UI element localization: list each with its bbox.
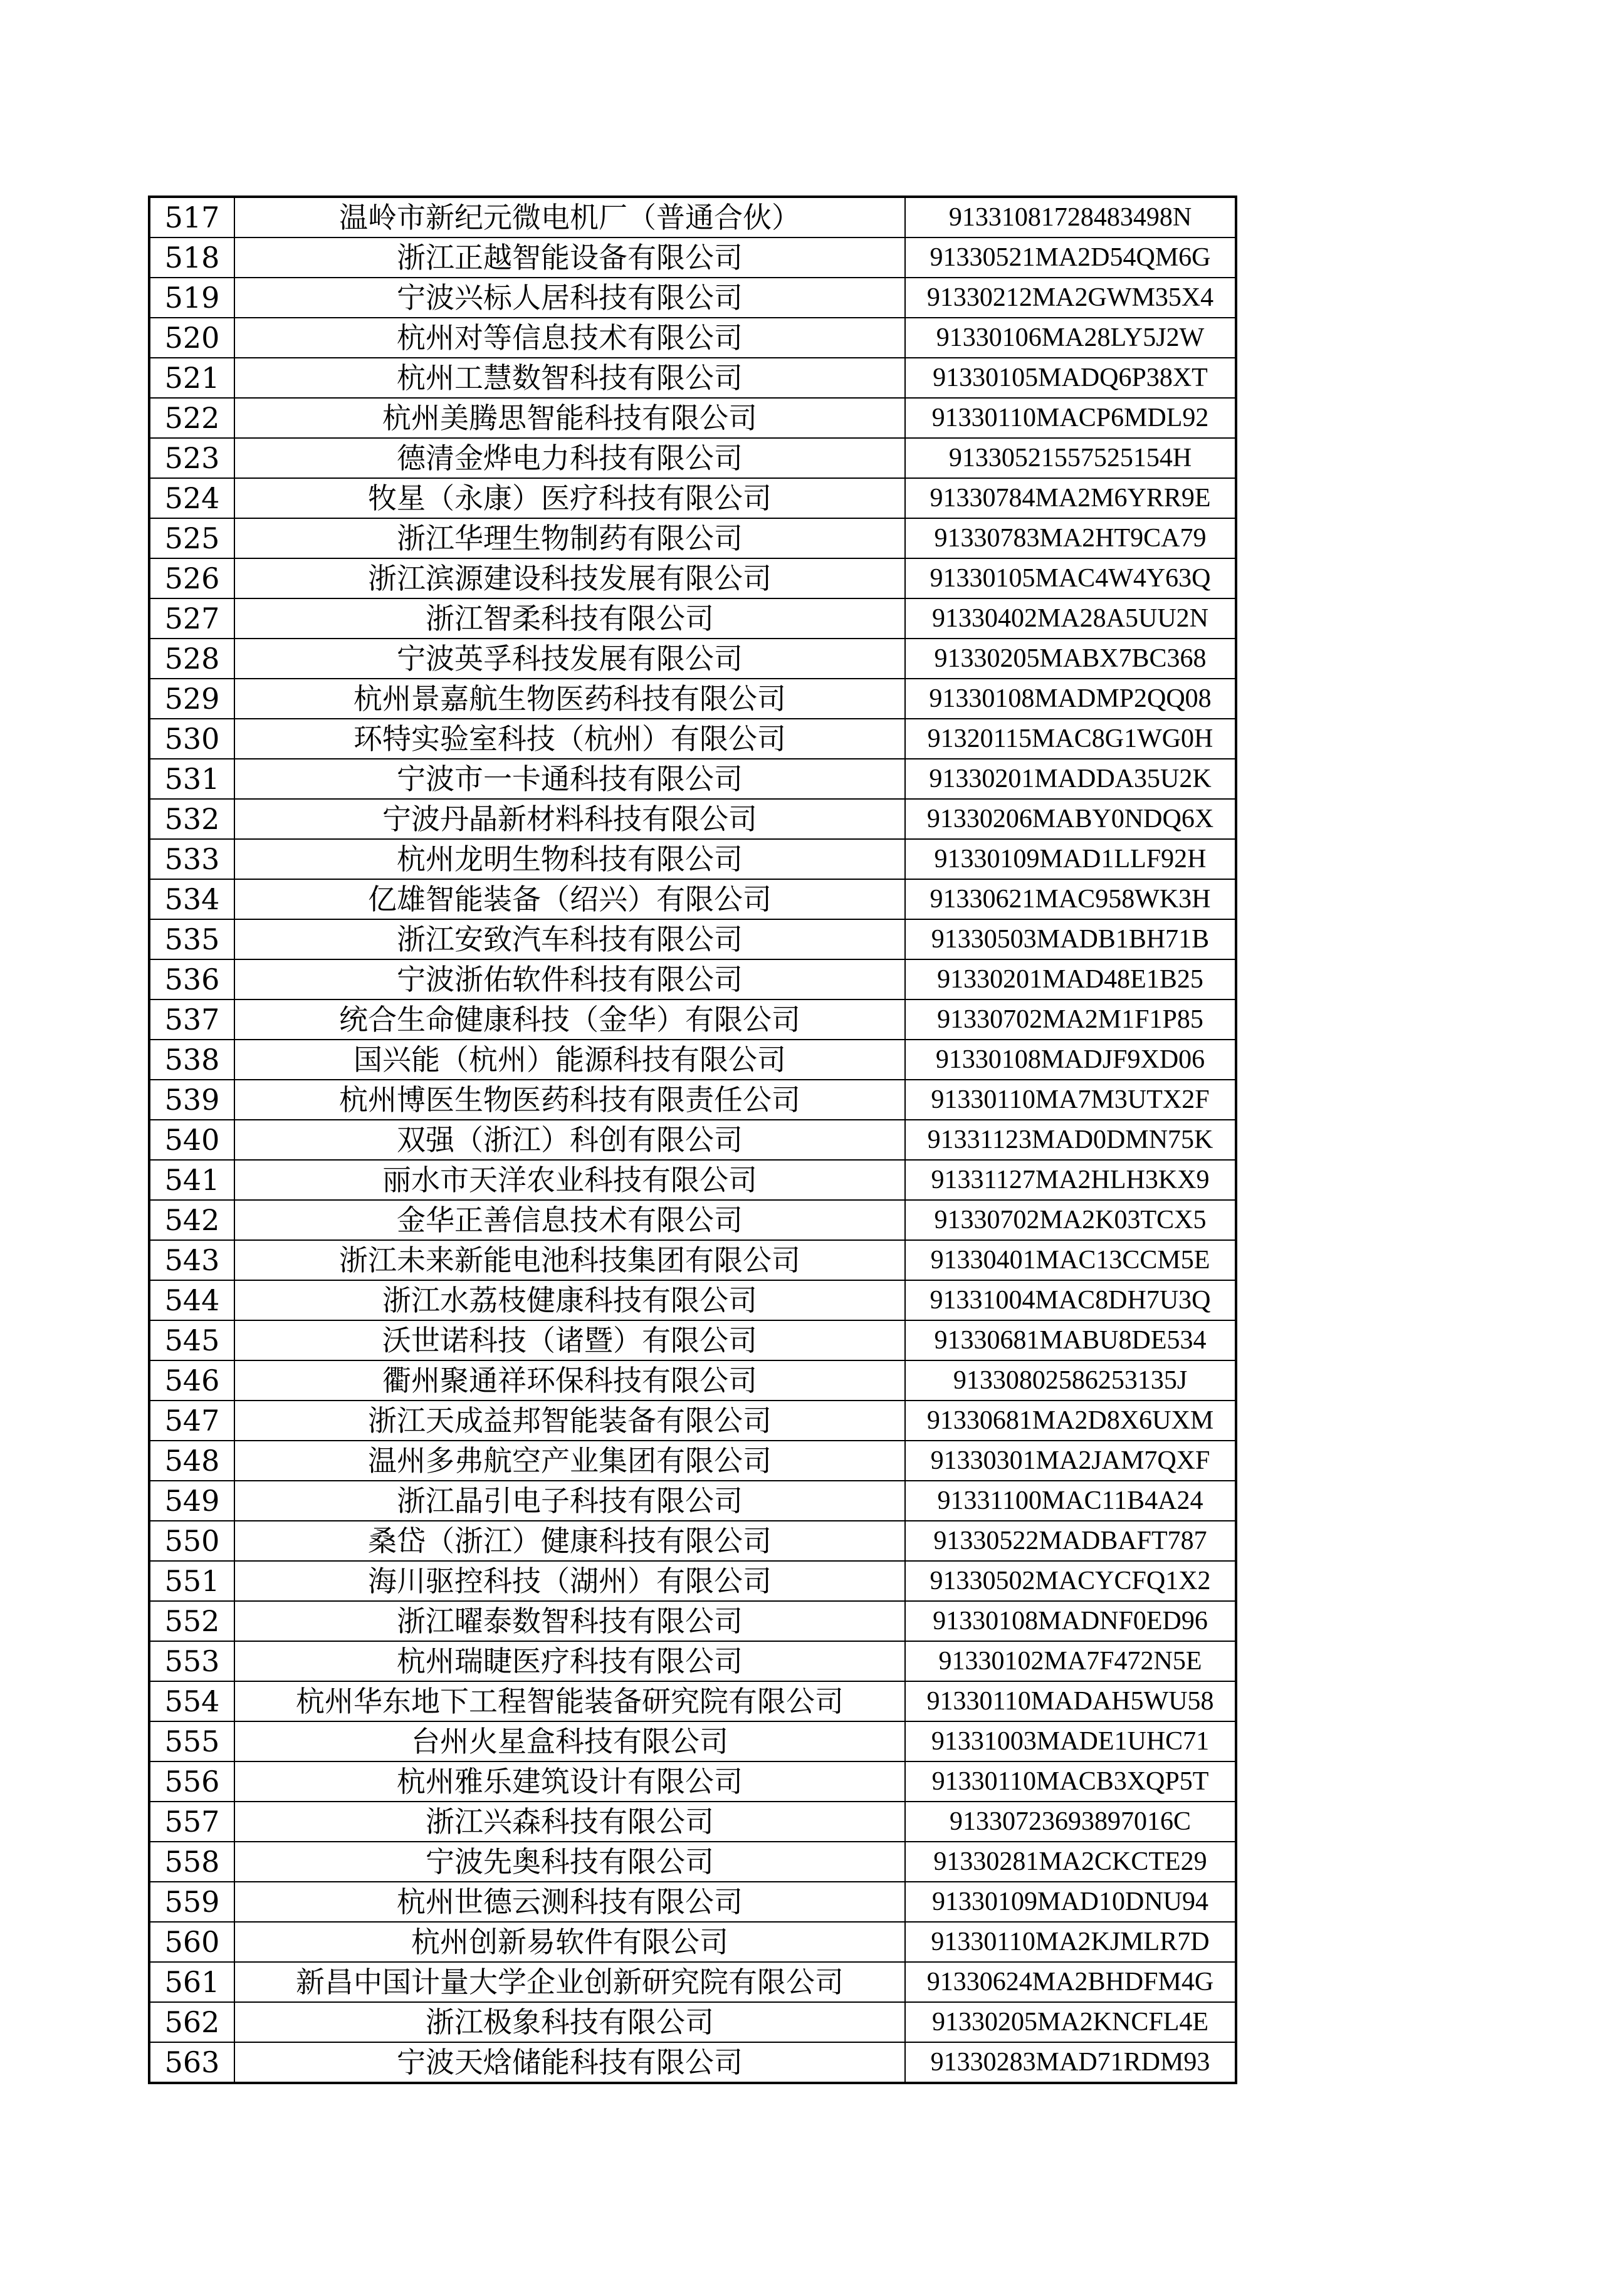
- table-row: [149, 1521, 1236, 1561]
- company-name: 温岭市新纪元微电机厂（普通合伙）: [234, 197, 905, 237]
- credit-code: 91330802586253135J: [905, 1360, 1236, 1401]
- company-name: 浙江水荔枝健康科技有限公司: [234, 1280, 905, 1320]
- table-row: [149, 278, 1236, 318]
- row-number: 545: [149, 1320, 234, 1360]
- row-number: 557: [149, 1802, 234, 1842]
- row-number: 546: [149, 1360, 234, 1401]
- company-name: 浙江极象科技有限公司: [234, 2002, 905, 2042]
- credit-code: 91330402MA28A5UU2N: [905, 598, 1236, 639]
- table-row: [149, 1761, 1236, 1802]
- company-name: 浙江天成益邦智能装备有限公司: [234, 1401, 905, 1441]
- credit-code: 91330723693897016C: [905, 1802, 1236, 1842]
- table-row: [149, 2042, 1236, 2083]
- row-number: 521: [149, 358, 234, 398]
- company-name: 宁波先奥科技有限公司: [234, 1842, 905, 1882]
- row-number: 526: [149, 558, 234, 598]
- credit-code: 91330283MAD71RDM93: [905, 2042, 1236, 2083]
- row-number: 549: [149, 1481, 234, 1521]
- credit-code: 91330502MACYCFQ1X2: [905, 1561, 1236, 1601]
- table-row: [149, 1641, 1236, 1681]
- table-row: [149, 197, 1236, 237]
- row-number: 541: [149, 1160, 234, 1200]
- table-body: [149, 197, 1236, 2083]
- company-name: 杭州创新易软件有限公司: [234, 1922, 905, 1962]
- row-number: 520: [149, 318, 234, 358]
- credit-code: 91330109MAD1LLF92H: [905, 839, 1236, 879]
- company-name: 杭州美腾思智能科技有限公司: [234, 398, 905, 438]
- credit-code: 91330105MAC4W4Y63Q: [905, 558, 1236, 598]
- row-number: 530: [149, 719, 234, 759]
- row-number: 532: [149, 799, 234, 839]
- table-row: [149, 1240, 1236, 1280]
- row-number: 522: [149, 398, 234, 438]
- company-name: 宁波市一卡通科技有限公司: [234, 759, 905, 799]
- company-name: 温州多弗航空产业集团有限公司: [234, 1441, 905, 1481]
- company-name: 双强（浙江）科创有限公司: [234, 1120, 905, 1160]
- row-number: 535: [149, 919, 234, 959]
- credit-code: 91330106MA28LY5J2W: [905, 318, 1236, 358]
- company-name: 环特实验室科技（杭州）有限公司: [234, 719, 905, 759]
- row-number: 536: [149, 959, 234, 999]
- row-number: 519: [149, 278, 234, 318]
- row-number: 527: [149, 598, 234, 639]
- company-name: 杭州瑞睫医疗科技有限公司: [234, 1641, 905, 1681]
- credit-code: 91331123MAD0DMN75K: [905, 1120, 1236, 1160]
- credit-code: 91330110MA2KJMLR7D: [905, 1922, 1236, 1962]
- credit-code: 91330201MAD48E1B25: [905, 959, 1236, 999]
- credit-code: 91330108MADJF9XD06: [905, 1040, 1236, 1080]
- company-name: 台州火星盒科技有限公司: [234, 1721, 905, 1761]
- table-row: [149, 999, 1236, 1040]
- row-number: 559: [149, 1882, 234, 1922]
- credit-code: 91330105MADQ6P38XT: [905, 358, 1236, 398]
- credit-code: 91330784MA2M6YRR9E: [905, 478, 1236, 518]
- credit-code: 91330110MA7M3UTX2F: [905, 1080, 1236, 1120]
- credit-code: 91330702MA2K03TCX5: [905, 1200, 1236, 1240]
- table-row: [149, 1601, 1236, 1641]
- table-row: [149, 1080, 1236, 1120]
- company-name: 浙江未来新能电池科技集团有限公司: [234, 1240, 905, 1280]
- table-row: [149, 719, 1236, 759]
- row-number: 543: [149, 1240, 234, 1280]
- row-number: 563: [149, 2042, 234, 2083]
- company-name: 浙江安致汽车科技有限公司: [234, 919, 905, 959]
- credit-code: 91330201MADDA35U2K: [905, 759, 1236, 799]
- row-number: 560: [149, 1922, 234, 1962]
- table-row: [149, 318, 1236, 358]
- row-number: 562: [149, 2002, 234, 2042]
- row-number: 539: [149, 1080, 234, 1120]
- credit-code: 91330522MADBAFT787: [905, 1521, 1236, 1561]
- row-number: 537: [149, 999, 234, 1040]
- credit-code: 91330205MABX7BC368: [905, 639, 1236, 679]
- credit-code: 91330281MA2CKCTE29: [905, 1842, 1236, 1882]
- company-name: 沃世诺科技（诸暨）有限公司: [234, 1320, 905, 1360]
- company-name: 国兴能（杭州）能源科技有限公司: [234, 1040, 905, 1080]
- credit-code: 91331081728483498N: [905, 197, 1236, 237]
- company-name: 丽水市天洋农业科技有限公司: [234, 1160, 905, 1200]
- credit-code: 91330212MA2GWM35X4: [905, 278, 1236, 318]
- credit-code: 91330621MAC958WK3H: [905, 879, 1236, 919]
- row-number: 552: [149, 1601, 234, 1641]
- company-list-table: [148, 196, 1237, 2084]
- row-number: 540: [149, 1120, 234, 1160]
- table-row: [149, 1802, 1236, 1842]
- company-name: 浙江曜泰数智科技有限公司: [234, 1601, 905, 1641]
- credit-code: 91330109MAD10DNU94: [905, 1882, 1236, 1922]
- credit-code: 91330206MABY0NDQ6X: [905, 799, 1236, 839]
- company-name: 衢州聚通祥环保科技有限公司: [234, 1360, 905, 1401]
- company-name: 杭州景嘉航生物医药科技有限公司: [234, 679, 905, 719]
- table-row: [149, 1481, 1236, 1521]
- row-number: 548: [149, 1441, 234, 1481]
- table-row: [149, 1360, 1236, 1401]
- company-name: 杭州雅乐建筑设计有限公司: [234, 1761, 905, 1802]
- table-row: [149, 879, 1236, 919]
- row-number: 523: [149, 438, 234, 478]
- credit-code: 91330102MA7F472N5E: [905, 1641, 1236, 1681]
- row-number: 561: [149, 1962, 234, 2002]
- row-number: 518: [149, 237, 234, 278]
- table-row: [149, 598, 1236, 639]
- table-row: [149, 919, 1236, 959]
- credit-code: 91331004MAC8DH7U3Q: [905, 1280, 1236, 1320]
- table-row: [149, 1681, 1236, 1721]
- row-number: 538: [149, 1040, 234, 1080]
- company-name: 杭州华东地下工程智能装备研究院有限公司: [234, 1681, 905, 1721]
- table-row: [149, 639, 1236, 679]
- row-number: 533: [149, 839, 234, 879]
- credit-code: 91330624MA2BHDFM4G: [905, 1962, 1236, 2002]
- company-name: 杭州博医生物医药科技有限责任公司: [234, 1080, 905, 1120]
- table-row: [149, 518, 1236, 558]
- table-row: [149, 398, 1236, 438]
- table-row: [149, 1320, 1236, 1360]
- company-name: 浙江晶引电子科技有限公司: [234, 1481, 905, 1521]
- row-number: 553: [149, 1641, 234, 1681]
- company-name: 金华正善信息技术有限公司: [234, 1200, 905, 1240]
- table-row: [149, 1882, 1236, 1922]
- row-number: 524: [149, 478, 234, 518]
- table-row: [149, 1721, 1236, 1761]
- row-number: 534: [149, 879, 234, 919]
- company-name: 浙江华理生物制药有限公司: [234, 518, 905, 558]
- company-name: 浙江兴森科技有限公司: [234, 1802, 905, 1842]
- table-row: [149, 1280, 1236, 1320]
- company-name: 杭州世德云测科技有限公司: [234, 1882, 905, 1922]
- credit-code: 91330401MAC13CCM5E: [905, 1240, 1236, 1280]
- row-number: 558: [149, 1842, 234, 1882]
- table-row: [149, 1441, 1236, 1481]
- table-row: [149, 679, 1236, 719]
- table-row: [149, 1922, 1236, 1962]
- table-row: [149, 799, 1236, 839]
- table-row: [149, 1401, 1236, 1441]
- credit-code: 91330205MA2KNCFL4E: [905, 2002, 1236, 2042]
- credit-code: 91331127MA2HLH3KX9: [905, 1160, 1236, 1200]
- row-number: 555: [149, 1721, 234, 1761]
- company-name: 亿雄智能装备（绍兴）有限公司: [234, 879, 905, 919]
- table-row: [149, 959, 1236, 999]
- table-row: [149, 1200, 1236, 1240]
- row-number: 542: [149, 1200, 234, 1240]
- row-number: 556: [149, 1761, 234, 1802]
- credit-code: 91330702MA2M1F1P85: [905, 999, 1236, 1040]
- table-row: [149, 358, 1236, 398]
- company-name: 浙江正越智能设备有限公司: [234, 237, 905, 278]
- table-row: [149, 478, 1236, 518]
- company-name: 浙江滨源建设科技发展有限公司: [234, 558, 905, 598]
- company-name: 宁波英孚科技发展有限公司: [234, 639, 905, 679]
- credit-code: 91330681MABU8DE534: [905, 1320, 1236, 1360]
- credit-code: 91330110MACB3XQP5T: [905, 1761, 1236, 1802]
- table-row: [149, 1561, 1236, 1601]
- table-row: [149, 1842, 1236, 1882]
- credit-code: 91330681MA2D8X6UXM: [905, 1401, 1236, 1441]
- row-number: 529: [149, 679, 234, 719]
- company-name: 统合生命健康科技（金华）有限公司: [234, 999, 905, 1040]
- credit-code: 91330110MACP6MDL92: [905, 398, 1236, 438]
- row-number: 547: [149, 1401, 234, 1441]
- credit-code: 91330108MADNF0ED96: [905, 1601, 1236, 1641]
- company-name: 宁波天焓储能科技有限公司: [234, 2042, 905, 2083]
- company-name: 宁波丹晶新材料科技有限公司: [234, 799, 905, 839]
- company-name: 海川驱控科技（湖州）有限公司: [234, 1561, 905, 1601]
- row-number: 554: [149, 1681, 234, 1721]
- credit-code: 91330503MADB1BH71B: [905, 919, 1236, 959]
- credit-code: 91320115MAC8G1WG0H: [905, 719, 1236, 759]
- credit-code: 91330110MADAH5WU58: [905, 1681, 1236, 1721]
- table-row: [149, 2002, 1236, 2042]
- row-number: 551: [149, 1561, 234, 1601]
- credit-code: 91330301MA2JAM7QXF: [905, 1441, 1236, 1481]
- row-number: 550: [149, 1521, 234, 1561]
- company-name: 浙江智柔科技有限公司: [234, 598, 905, 639]
- table-row: [149, 1160, 1236, 1200]
- table-row: [149, 438, 1236, 478]
- row-number: 531: [149, 759, 234, 799]
- company-name: 新昌中国计量大学企业创新研究院有限公司: [234, 1962, 905, 2002]
- row-number: 528: [149, 639, 234, 679]
- table-row: [149, 1120, 1236, 1160]
- company-name: 宁波浙佑软件科技有限公司: [234, 959, 905, 999]
- table-row: [149, 839, 1236, 879]
- row-number: 544: [149, 1280, 234, 1320]
- credit-code: 91330521557525154H: [905, 438, 1236, 478]
- table-row: [149, 759, 1236, 799]
- company-name: 杭州龙明生物科技有限公司: [234, 839, 905, 879]
- credit-code: 91330521MA2D54QM6G: [905, 237, 1236, 278]
- company-name: 杭州对等信息技术有限公司: [234, 318, 905, 358]
- company-name: 牧星（永康）医疗科技有限公司: [234, 478, 905, 518]
- credit-code: 91330108MADMP2QQ08: [905, 679, 1236, 719]
- credit-code: 91331003MADE1UHC71: [905, 1721, 1236, 1761]
- row-number: 517: [149, 197, 234, 237]
- credit-code: 91330783MA2HT9CA79: [905, 518, 1236, 558]
- table-row: [149, 558, 1236, 598]
- company-name: 杭州工慧数智科技有限公司: [234, 358, 905, 398]
- company-name: 德清金烨电力科技有限公司: [234, 438, 905, 478]
- table-row: [149, 1040, 1236, 1080]
- table-row: [149, 237, 1236, 278]
- company-name: 宁波兴标人居科技有限公司: [234, 278, 905, 318]
- credit-code: 91331100MAC11B4A24: [905, 1481, 1236, 1521]
- table-row: [149, 1962, 1236, 2002]
- row-number: 525: [149, 518, 234, 558]
- company-name: 桑岱（浙江）健康科技有限公司: [234, 1521, 905, 1561]
